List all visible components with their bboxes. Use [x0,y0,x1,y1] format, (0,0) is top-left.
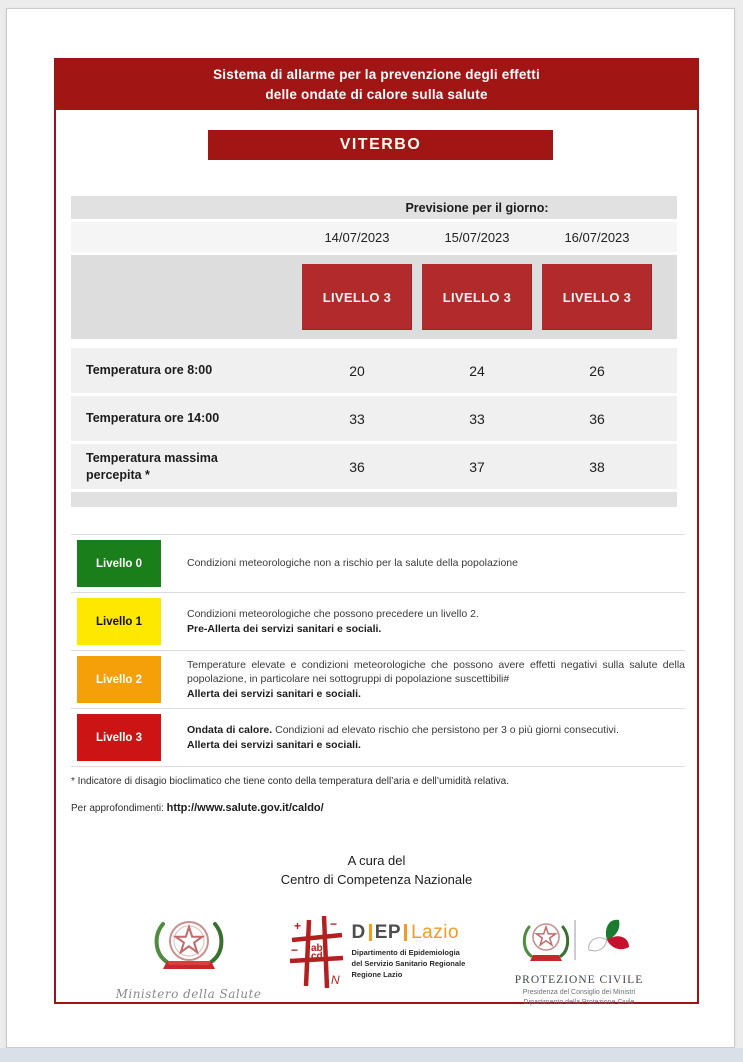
svg-text:ab: ab [310,942,323,954]
more-info-line [71,802,697,814]
forecast-date-1: 14/07/2023 [324,229,390,245]
forecast-header-row [71,196,677,219]
forecast-date-3: 16/07/2023 [564,229,630,245]
level-3-action: Allerta dei servizi sanitari e sociali. [187,738,361,751]
dep-grid-icon [288,914,344,992]
dep-subtitle-2: del Servizio Sanitario Regionale [351,958,466,968]
alert-level-badge-1: LIVELLO 3 [302,264,412,330]
level-1-description: Condizioni meteorologiche che possono precedere un livello 2. [187,608,479,621]
temp-14-value-2: 33 [469,410,485,427]
salute-gov-link[interactable]: http://www.salute.gov.it/caldo/ [166,802,324,814]
temp-8-value-3: 26 [589,362,605,379]
ministero-salute-caption: Ministero della Salute [115,986,262,1001]
alert-levels-legend [71,534,685,767]
level-1-color-box: Livello 1 [77,598,161,645]
dep-lazio-logo [288,914,488,992]
temp-max-value-3: 38 [589,458,605,475]
dep-letter-d: D [351,921,366,943]
svg-text:cd: cd [310,950,323,962]
protezione-civile-icon [519,914,639,966]
row-label-temp-8: Temperatura ore 8:00 [86,363,213,378]
level-1-action: Pre-Allerta dei servizi sanitari e sociali. [187,622,382,635]
temp-14-value-3: 36 [589,410,605,427]
dep-subtitle-1: Dipartimento di Epidemiologia [351,947,460,957]
city-name-box [208,130,553,160]
credits-line2: Centro di Competenza Nazionale [280,871,473,887]
ministero-salute-logo [101,914,276,1001]
temp-max-value-2: 37 [469,458,485,475]
institutional-logos [101,914,659,1009]
level-3-lead: Ondata di calore. [187,724,273,737]
credits-block [56,852,697,890]
temp-8-value-2: 24 [469,362,485,379]
credits-line1: A cura del [347,853,406,868]
protezione-civile-title: PROTEZIONE CIVILE [514,973,644,986]
legend-item-level-1 [71,592,685,650]
row-label-temp-14: Temperatura ore 14:00 [86,411,220,426]
protezione-civile-sub2: Dipartimento della Protezione Civile [523,999,635,1007]
dep-letters-ep: EP [374,921,402,943]
italy-emblem-icon [149,914,229,980]
table-footer-bar [71,492,677,507]
alert-level-badge-3: LIVELLO 3 [542,264,652,330]
document-page [6,8,735,1048]
dep-separator-icon [369,924,372,941]
alert-level-row [71,255,677,339]
dep-wordmark [352,922,466,944]
protezione-civile-logo [499,914,659,1009]
legend-item-level-0 [71,534,685,592]
forecast-header: Previsione per il giorno: [405,200,549,215]
forecast-table [71,196,677,507]
alert-level-badge-2: LIVELLO 3 [422,264,532,330]
bulletin-title-line1: Sistema di allarme per la prevenzione degli effetti [213,67,540,83]
level-3-color-box: Livello 3 [77,714,161,761]
level-2-color-box: Livello 2 [77,656,161,703]
bioclimatic-footnote: * Indicatore di disagio bioclimatico che tiene conto della temperatura dell’aria e dell’umidità relativa. [71,776,510,787]
forecast-date-2: 15/07/2023 [444,229,510,245]
level-0-color-box: Livello 0 [77,540,161,587]
city-name: VITERBO [339,136,422,153]
bulletin-title-line2: delle ondate di calore sulla salute [265,87,488,102]
heat-alert-bulletin [54,58,699,1007]
level-0-description: Condizioni meteorologiche non a rischio per la salute della popolazione [187,557,518,570]
dep-subtitle-3: Regione Lazio [351,970,403,980]
level-2-action: Allerta dei servizi sanitari e sociali. [187,687,361,700]
svg-text:−: − [290,942,298,957]
svg-text:+: + [293,918,301,933]
viewer-bottom-edge [0,1048,743,1062]
forecast-dates-row [71,222,677,252]
temp-14-value-1: 33 [349,410,365,427]
dep-separator-icon [404,924,407,941]
table-row-temp-14 [71,396,677,441]
row-label-temp-max: Temperatura massima percepita * [86,451,218,482]
dep-lazio-word: Lazio [411,921,460,943]
temp-max-value-1: 36 [349,458,365,475]
table-row-temp-max [71,444,677,489]
legend-item-level-2 [71,650,685,708]
level-2-description: Temperature elevate e condizioni meteorologiche che possono avere effetti negativi sulla salute della popolazione, in particolare nei sottogruppi di popolazione suscettibili# [187,658,685,686]
bulletin-title-banner [56,60,697,110]
svg-text:−: − [329,916,337,931]
svg-text:N: N [330,972,340,987]
legend-item-level-3 [71,708,685,767]
more-info-label: Per approfondimenti: [71,803,164,814]
temp-8-value-1: 20 [349,362,365,379]
level-3-description: Condizioni ad elevato rischio che persistono per 3 o più giorni consecutivi. [275,724,619,737]
table-row-temp-8 [71,348,677,393]
protezione-civile-sub1: Presidenza del Consiglio dei Ministri [522,988,636,996]
